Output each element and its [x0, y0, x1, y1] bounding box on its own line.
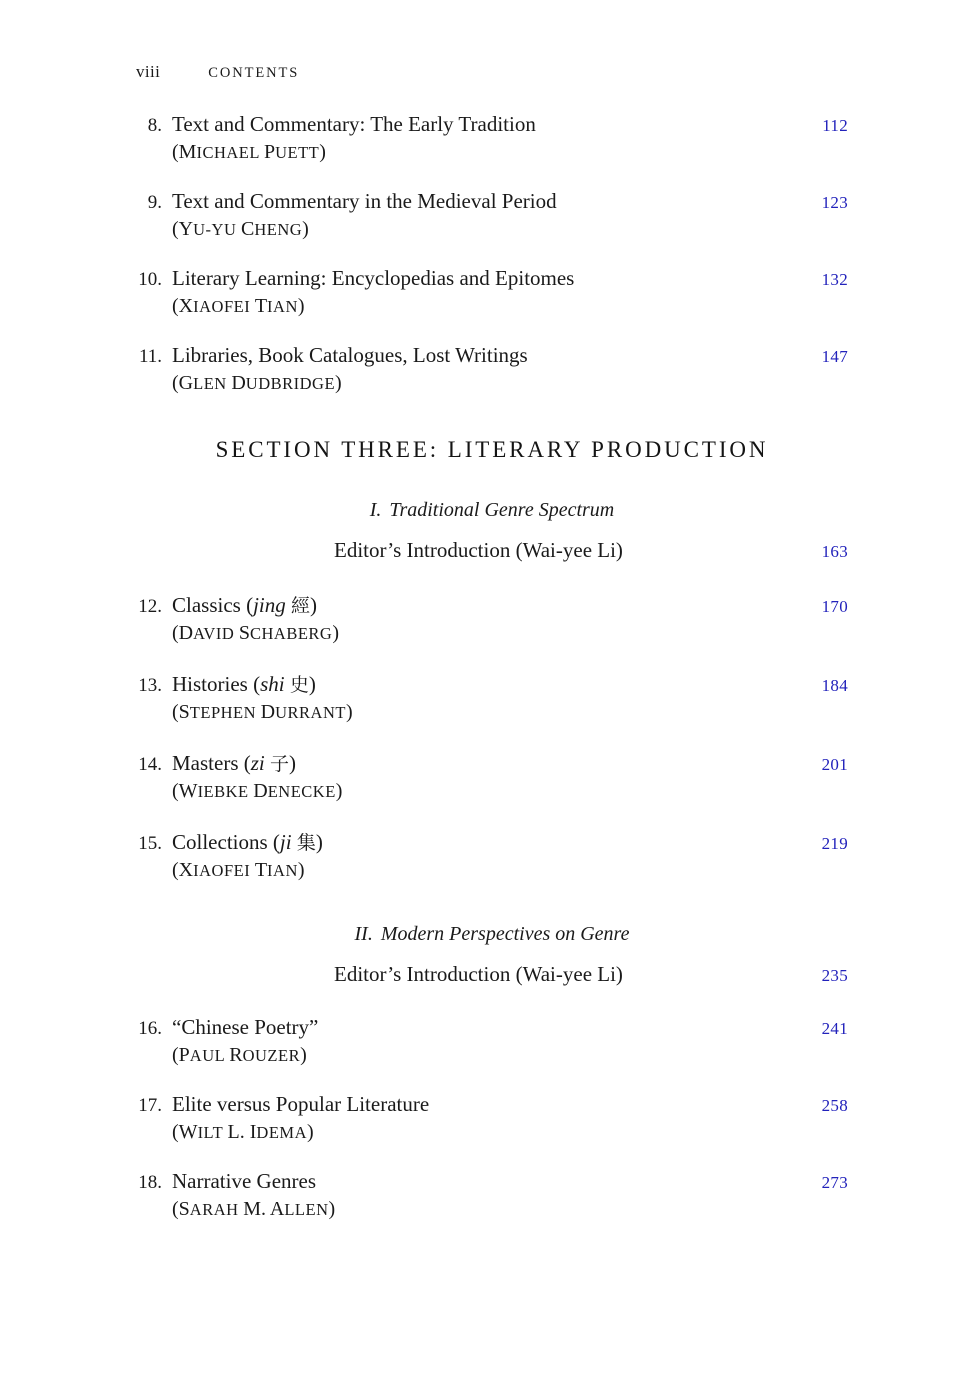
entry-title: Text and Commentary in the Medieval Period: [172, 189, 557, 213]
toc-text-block: [136, 112, 848, 1246]
toc-group-top: [136, 112, 848, 395]
entry-title: Collections (ji 集): [172, 830, 323, 854]
subsection-title-one: Traditional Genre Spectrum: [389, 499, 615, 521]
chinese-character: 經: [291, 595, 311, 617]
toc-entry[interactable]: [136, 591, 848, 645]
toc-entry[interactable]: [136, 1092, 848, 1144]
romanization: zi: [250, 751, 265, 775]
editors-introduction-page-one: 163: [821, 542, 848, 561]
spacer: [136, 907, 848, 917]
entry-number: 13.: [138, 675, 162, 696]
editors-introduction-two[interactable]: [334, 962, 848, 987]
romanization: ji: [279, 830, 292, 854]
running-head-label: CONTENTS: [208, 65, 300, 81]
entry-author: (DAVID SCHABERG): [172, 622, 340, 644]
entry-title: Narrative Genres: [172, 1169, 317, 1193]
romanization: jing: [253, 593, 286, 617]
entry-page-number: 241: [821, 1019, 848, 1038]
subsection-title-two: Modern Perspectives on Genre: [380, 923, 630, 945]
entry-page-number: 132: [821, 270, 848, 289]
entry-author: (STEPHEN DURRANT): [172, 701, 353, 723]
entry-title-line: [136, 189, 848, 214]
entry-title: Literary Learning: Encyclopedias and Epitomes: [172, 266, 575, 290]
toc-entry[interactable]: [136, 112, 848, 164]
entry-title-line: [136, 343, 848, 368]
toc-entry[interactable]: [136, 1169, 848, 1221]
editors-introduction-one[interactable]: [334, 538, 848, 563]
toc-entry[interactable]: [136, 670, 848, 724]
entry-page-number: 170: [821, 597, 848, 616]
entry-author: (WIEBKE DENECKE): [172, 780, 343, 802]
entry-title-line: [136, 670, 848, 697]
subsection-heading-one: [136, 499, 848, 522]
editors-introduction-page-two: 235: [821, 966, 848, 985]
entry-number: 15.: [138, 833, 162, 854]
toc-entry[interactable]: [136, 343, 848, 395]
entry-number: 8.: [147, 115, 162, 136]
entry-title-line: [136, 1092, 848, 1117]
toc-entry[interactable]: [136, 1015, 848, 1067]
entry-title: Classics (jing 經): [172, 593, 318, 617]
entry-author: (WILT L. IDEMA): [172, 1121, 314, 1143]
entry-author: (PAUL ROUZER): [172, 1044, 307, 1066]
entry-title-line: [136, 1015, 848, 1040]
toc-entry[interactable]: [136, 189, 848, 241]
toc-entry[interactable]: [136, 828, 848, 882]
entry-number: 18.: [138, 1172, 162, 1193]
entry-page-number: 123: [821, 193, 848, 212]
entry-title-line: [136, 591, 848, 618]
toc-group-bottom: [136, 1015, 848, 1221]
chinese-character: 集: [296, 832, 316, 854]
entry-number: 16.: [138, 1018, 162, 1039]
chinese-character: 史: [289, 674, 309, 696]
romanization: shi: [260, 672, 285, 696]
entry-page-number: 219: [821, 834, 848, 853]
toc-entry[interactable]: [136, 749, 848, 803]
entry-page-number: 184: [821, 676, 848, 695]
entry-title-line: [136, 112, 848, 137]
entry-author: (YU-YU CHENG): [172, 218, 309, 240]
entry-author: (XIAOFEI TIAN): [172, 295, 305, 317]
entry-title: “Chinese Poetry”: [172, 1015, 319, 1039]
entry-author: (GLEN DUDBRIDGE): [172, 372, 342, 394]
entry-author: (SARAH M. ALLEN): [172, 1198, 336, 1220]
entry-page-number: 201: [821, 755, 848, 774]
entry-title: Text and Commentary: The Early Tradition: [172, 112, 536, 136]
section-heading: SECTION THREE: LITERARY PRODUCTION: [215, 437, 769, 462]
subsection-heading-two: [136, 923, 848, 946]
entry-page-number: 112: [822, 116, 848, 135]
entry-page-number: 273: [821, 1173, 848, 1192]
subsection-numeral-two: II.: [354, 923, 373, 945]
entry-number: 14.: [138, 754, 162, 775]
entry-number: 9.: [147, 192, 162, 213]
toc-entry[interactable]: [136, 266, 848, 318]
entry-number: 17.: [138, 1095, 162, 1116]
folio-number: viii: [136, 62, 161, 81]
chinese-character: 子: [270, 753, 290, 775]
entry-title: Libraries, Book Catalogues, Lost Writings: [172, 343, 528, 367]
entry-title: Masters (zi 子): [172, 751, 297, 775]
entry-title-line: [136, 1169, 848, 1194]
entry-page-number: 147: [821, 347, 848, 366]
subsection-numeral-one: I.: [369, 499, 382, 521]
toc-group-mid: [136, 591, 848, 882]
entry-title-line: [136, 828, 848, 855]
editors-introduction-label-one: Editor’s Introduction (Wai-yee Li): [334, 538, 623, 562]
entry-title-line: [136, 749, 848, 776]
entry-author: (MICHAEL PUETT): [172, 141, 326, 163]
entry-number: 12.: [138, 596, 162, 617]
entry-title: Elite versus Popular Literature: [172, 1092, 430, 1116]
entry-number: 10.: [138, 269, 162, 290]
entry-title-line: [136, 266, 848, 291]
entry-author: (XIAOFEI TIAN): [172, 859, 305, 881]
editors-introduction-label-two: Editor’s Introduction (Wai-yee Li): [334, 962, 623, 986]
entry-page-number: 258: [821, 1096, 848, 1115]
running-head: [136, 62, 816, 88]
entry-title: Histories (shi 史): [172, 672, 316, 696]
entry-number: 11.: [138, 346, 162, 367]
